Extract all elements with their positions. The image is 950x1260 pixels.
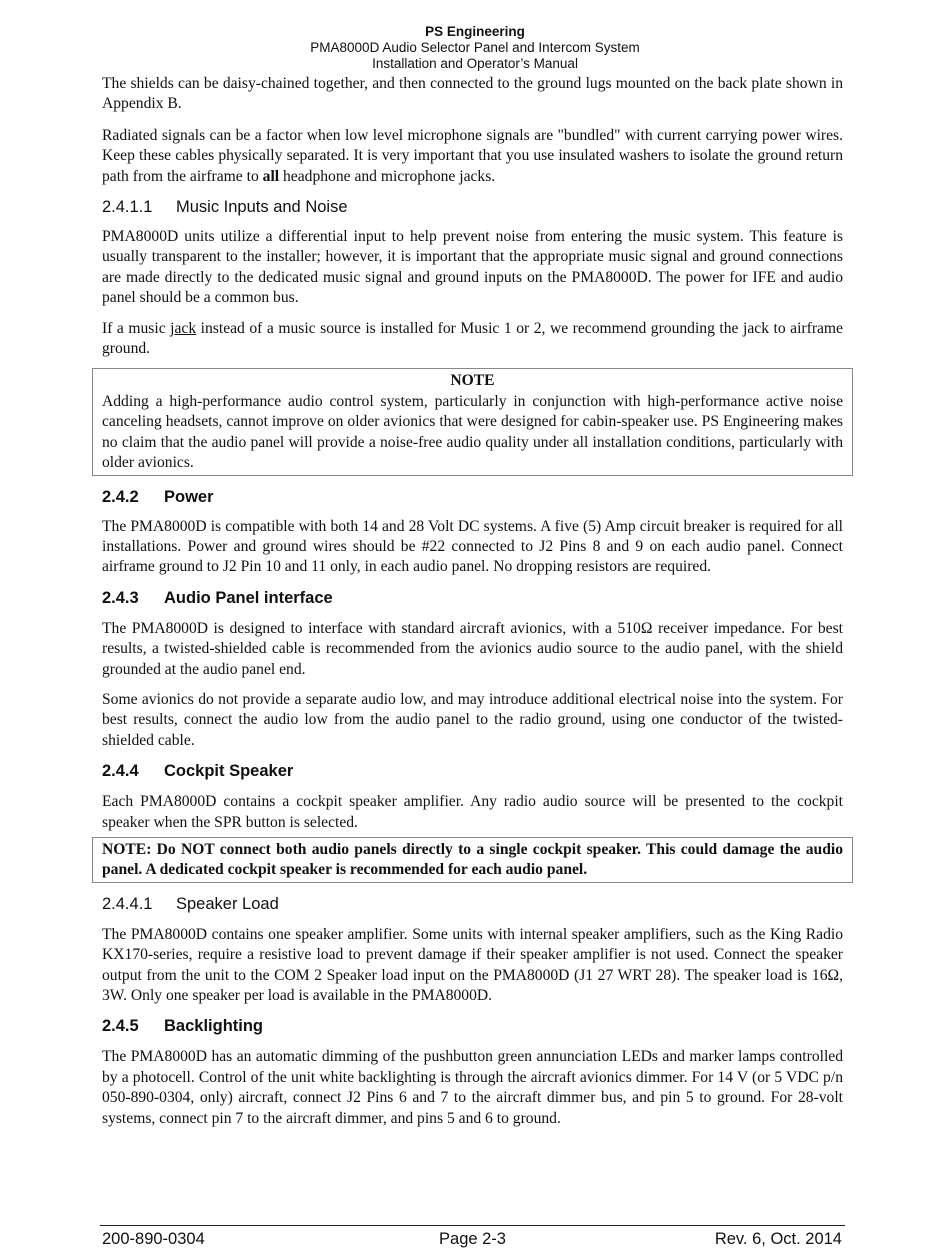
- heading-2-4-4-1: 2.4.4.1 Speaker Load: [102, 894, 279, 913]
- footer-doc-number: 200-890-0304: [102, 1230, 205, 1248]
- heading-2-4-1-1: 2.4.1.1 Music Inputs and Noise: [102, 198, 348, 217]
- speaker-warning-box: [92, 837, 853, 883]
- underlined-jack: jack: [170, 319, 197, 337]
- note-title: NOTE: [450, 372, 495, 390]
- power-paragraph: The PMA8000D is compatible with both 14 and 28 Volt DC systems. A five (5) Amp circuit breaker is required for all installations. Power and ground wires should be #22 connected to J2 Pins 8 and 9 on each audio panel. Connect airframe ground to J2 Pin 10 and 11 only, in each audio panel. No dropping resistors are required.: [102, 517, 843, 576]
- backlighting-paragraph: The PMA8000D has an automatic dimming of the pushbutton green annunciation LEDs and marker lamps controlled by a photocell. Control of the unit white backlighting is through the aircraft avionics dimmer. For 14 V (or 5 VDC p/n 050-890-0304, only) aircraft, connect J2 Pins 6 and 7 to the aircraft dimmer bus, and pin 5 to ground. For 28-volt systems, connect pin 7 to the aircraft dimmer, and pins 5 and 6 to ground.: [102, 1048, 843, 1127]
- intro-paragraph-2: Radiated signals can be a factor when low level microphone signals are "bundled" with current carrying power wires. Keep these cables physically separated. It is very important that you use insulated washers to isolate the ground return path from the airframe to all headphone and microphone jacks.: [102, 126, 843, 185]
- speaker-load-paragraph: The PMA8000D contains one speaker amplifier. Some units with internal speaker amplifiers, such as the King Radio KX170-series, require a resistive load to prevent damage if their speaker amplifier is not used. Connect the speaker output from the unit to the COM 2 Speaker load input on the PMA8000D (J1 27 WRT 28). The speaker load is 16Ω, 3W. Only one speaker per load is available in the PMA8000D.: [102, 925, 843, 1004]
- footer-page-number: Page 2-3: [439, 1230, 506, 1248]
- music-paragraph-2: If a music jack instead of a music source is installed for Music 1 or 2, we recommend grounding the jack to airframe ground.: [102, 319, 843, 358]
- interface-paragraph-1: The PMA8000D is designed to interface with standard aircraft avionics, with a 510Ω receiver impedance. For best results, a twisted-shielded cable is recommended from the avionics audio source to the audio panel, with the shield grounded at the audio panel end.: [102, 619, 843, 678]
- speaker-warning-text: NOTE: Do NOT connect both audio panels directly to a single cockpit speaker. This could damage the audio panel. A dedicated cockpit speaker is recommended for each audio panel.: [102, 840, 843, 879]
- music-paragraph-1: PMA8000D units utilize a differential input to help prevent noise from entering the music system. This feature is usually transparent to the installer; however, it is important that the appropriate music signal and ground connections are made directly to the dedicated music signal and ground inputs on the PMA8000D. The power for IFE and audio panel should be a common bus.: [102, 228, 843, 307]
- page-body: [102, 74, 843, 1129]
- footer-revision: Rev. 6, Oct. 2014: [714, 1230, 842, 1248]
- heading-2-4-3: 2.4.3 Audio Panel interface: [102, 588, 333, 607]
- heading-2-4-2: 2.4.2 Power: [102, 487, 214, 506]
- noise-note-box: [92, 368, 853, 475]
- header-product: PMA8000D Audio Selector Panel and Intercom System: [310, 40, 640, 55]
- interface-paragraph-2: Some avionics do not provide a separate audio low, and may introduce additional electrical noise into the system. For best results, connect the audio low from the audio panel to the radio ground, using one conductor of the twisted-shielded cable.: [102, 690, 843, 749]
- intro-paragraph-1: The shields can be daisy-chained together, and then connected to the ground lugs mounted on the back plate shown in Appendix B.: [102, 75, 843, 113]
- heading-2-4-5: 2.4.5 Backlighting: [102, 1017, 264, 1036]
- header-company: PS Engineering: [425, 24, 525, 39]
- emphasis-all: all: [262, 167, 280, 185]
- footer-divider: [100, 1225, 845, 1226]
- speaker-paragraph: Each PMA8000D contains a cockpit speaker amplifier. Any radio audio source will be presented to the cockpit speaker when the SPR button is selected.: [102, 793, 843, 831]
- heading-2-4-4: 2.4.4 Cockpit Speaker: [102, 762, 294, 781]
- note-text: Adding a high-performance audio control system, particularly in conjunction with high-performance active noise canceling headsets, cannot improve on older avionics that were designed for cabin-speaker use. PS Engineering makes no claim that the audio panel will provide a noise-free audio quality under all installation conditions, particularly with older avionics.: [102, 392, 843, 472]
- header-manual-title: Installation and Operator’s Manual: [372, 56, 578, 71]
